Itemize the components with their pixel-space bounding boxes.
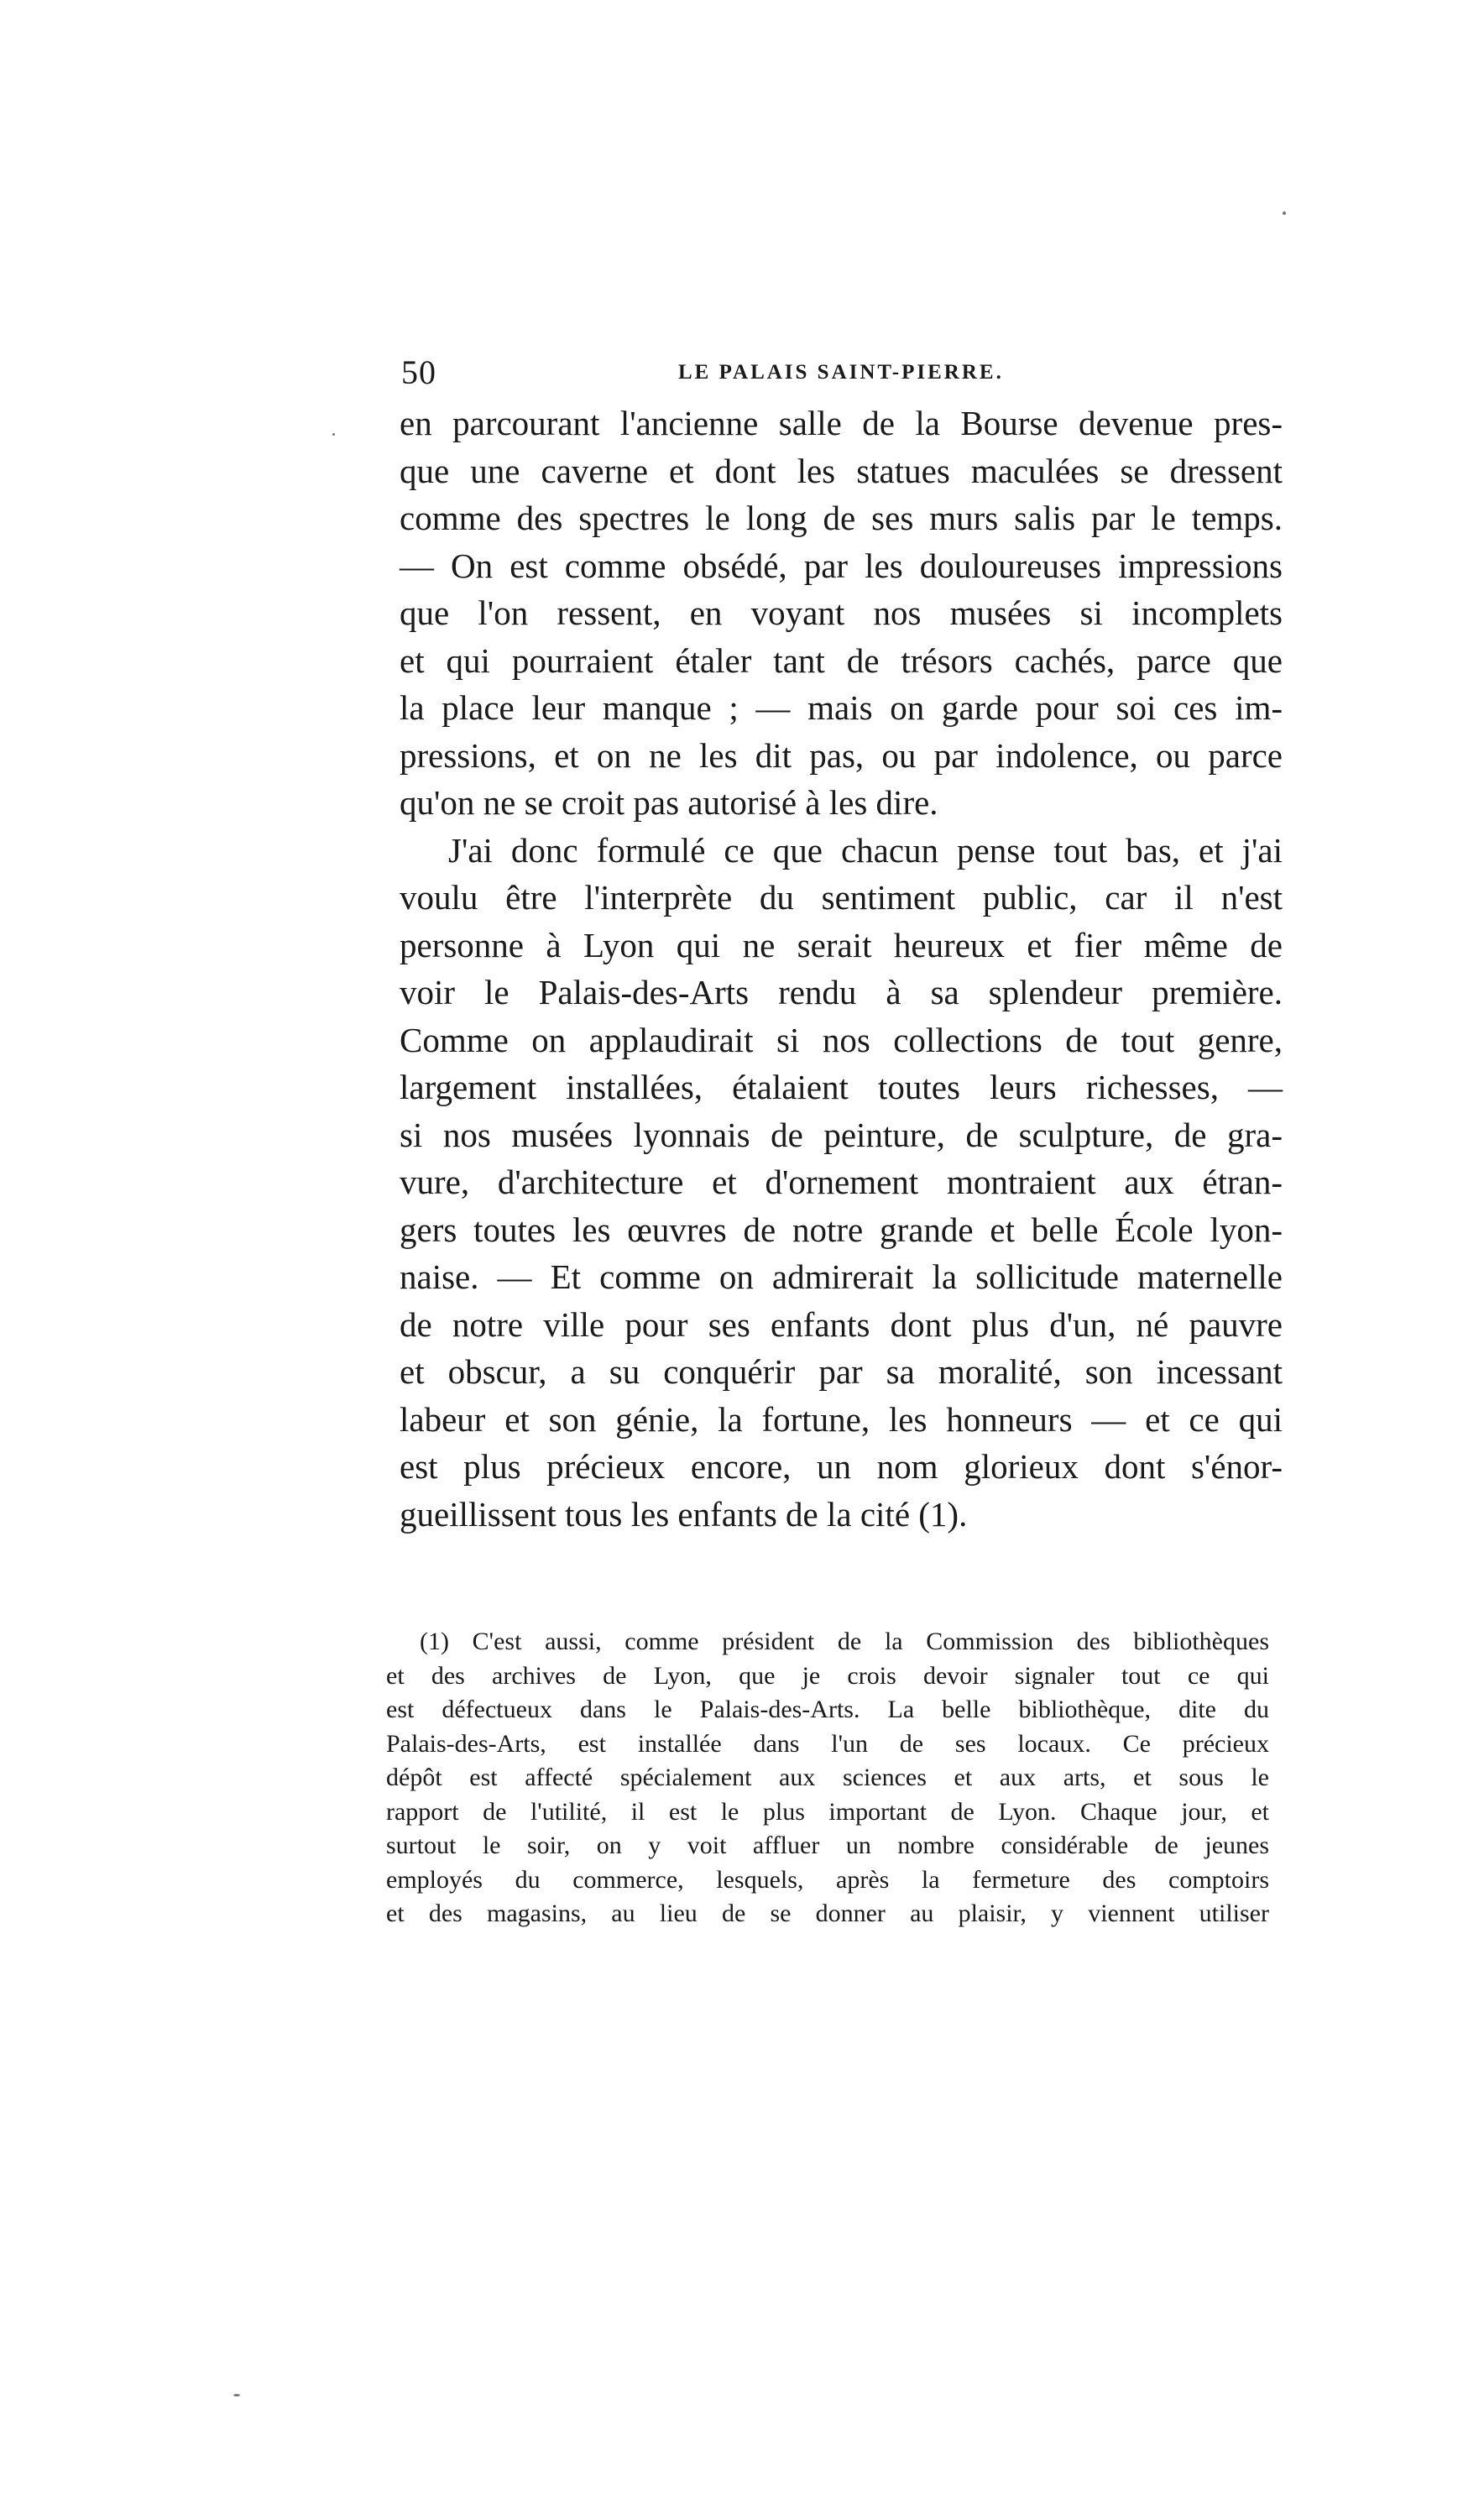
text-line: vure, d'architecture et d'ornement montraient aux étran-	[400, 1163, 1283, 1201]
text-line: Comme on applaudirait si nos collections de tout genre,	[400, 1020, 1283, 1059]
text-line: que l'on ressent, en voyant nos musées si incomplets	[400, 593, 1283, 632]
text-line: naise. — Et comme on admirerait la sollicitude maternelle	[400, 1257, 1283, 1296]
footnote-line: Palais-des-Arts, est installée dans l'un de ses locaux. Ce précieux	[386, 1729, 1269, 1758]
text-line: gers toutes les œuvres de notre grande et belle École lyon-	[400, 1210, 1283, 1249]
text-line: largement installées, étalaient toutes leurs richesses, —	[400, 1068, 1283, 1106]
footnote-line: surtout le soir, on y voit affluer un nombre considérable de jeunes	[386, 1832, 1269, 1859]
text-line: est plus précieux encore, un nom glorieux dont s'énor-	[400, 1447, 1283, 1486]
text-line: en parcourant l'ancienne salle de la Bourse devenue pres-	[400, 404, 1283, 442]
footnote-line: employés du commerce, lesquels, après la fermeture des comptoirs	[386, 1865, 1269, 1894]
footnote-line: est défectueux dans le Palais-des-Arts. La belle bibliothèque, dite du	[386, 1696, 1269, 1723]
text-line: que une caverne et dont les statues maculées se dressent	[400, 451, 1283, 490]
footnote-line: rapport de l'utilité, il est le plus important de Lyon. Chaque jour, et	[386, 1797, 1269, 1826]
text-line: qu'on ne se croit pas autorisé à les dire.	[400, 783, 938, 822]
text-line: voulu être l'interprète du sentiment public, car il n'est	[400, 878, 1283, 917]
scan-speck	[332, 433, 335, 436]
running-title: LE PALAIS SAINT-PIERRE.	[678, 361, 1004, 384]
text-line: J'ai donc formulé ce que chacun pense tout bas, et j'ai	[448, 830, 1283, 870]
text-line: si nos musées lyonnais de peinture, de sculpture, de gra-	[400, 1115, 1283, 1154]
main-text	[400, 400, 1283, 1538]
text-line: — On est comme obsédé, par les douloureuses impressions	[400, 546, 1283, 585]
scan-speck	[233, 2394, 240, 2396]
text-line: de notre ville pour ses enfants dont plus d'un, né pauvre	[400, 1304, 1283, 1344]
text-line: et qui pourraient étaler tant de trésors cachés, parce que	[400, 640, 1283, 680]
scan-speck	[1283, 212, 1286, 215]
text-line: comme des spectres le long de ses murs salis par le temps.	[400, 499, 1283, 537]
text-line: personne à Lyon qui ne serait heureux et fier même de	[400, 925, 1283, 964]
paragraph-1	[400, 400, 1283, 827]
footnote-line: (1) C'est aussi, comme président de la Commission des bibliothèques	[420, 1628, 1269, 1655]
text-line: et obscur, a su conquérir par sa moralité, son incessant	[400, 1352, 1283, 1391]
footnote	[386, 1625, 1269, 1931]
paragraph-2	[400, 827, 1283, 1539]
text-line: gueillissent tous les enfants de la cité (1).	[400, 1494, 968, 1534]
page-header	[401, 353, 1284, 395]
footnote-line: et des archives de Lyon, que je crois devoir signaler tout ce qui	[386, 1661, 1269, 1690]
text-line: la place leur manque ; — mais on garde pour soi ces im-	[400, 688, 1283, 727]
text-line: pressions, et on ne les dit pas, ou par indolence, ou parce	[400, 735, 1283, 775]
text-line: labeur et son génie, la fortune, les honneurs — et ce qui	[400, 1399, 1283, 1439]
footnote-line: dépôt est affecté spécialement aux sciences et aux arts, et sous le	[386, 1764, 1269, 1791]
page-number: 50	[401, 353, 436, 391]
footnote-line: et des magasins, au lieu de se donner au plaisir, y viennent utiliser	[386, 1900, 1269, 1927]
text-line: voir le Palais-des-Arts rendu à sa splendeur première.	[400, 973, 1283, 1011]
